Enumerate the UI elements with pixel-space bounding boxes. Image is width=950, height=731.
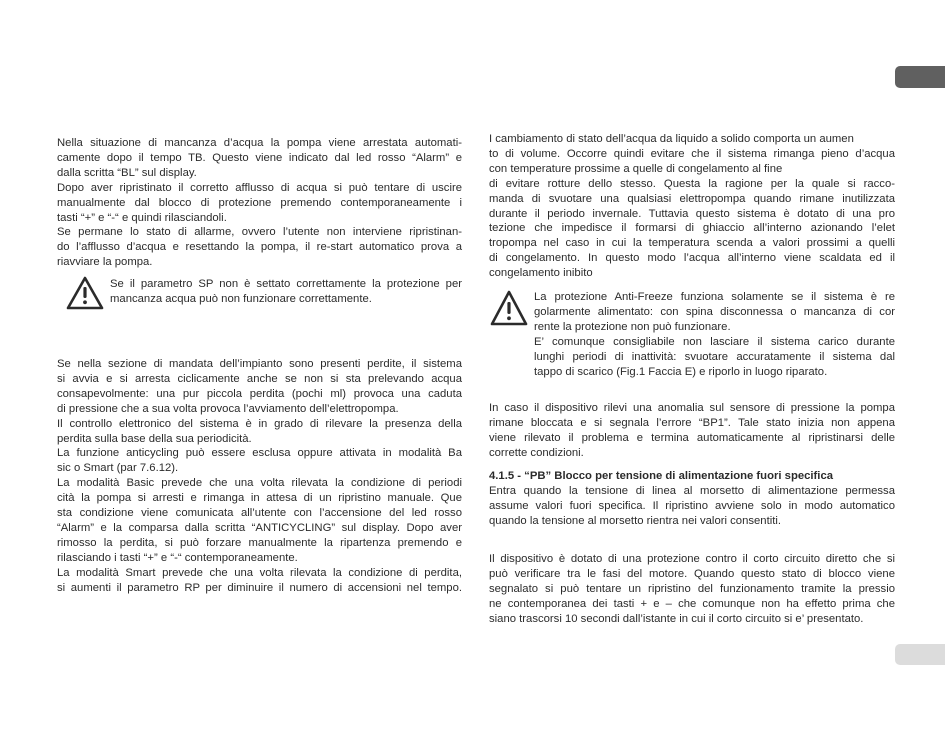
text-line: di congelamento. In questo modo l’acqua all’interno viene scaldata ed il: [489, 252, 895, 265]
text-line: Nella situazione di mancanza d’acqua la pompa viene arrestata automati-: [57, 137, 462, 149]
text-line: golarmente alimentato: con spina disconnessa o mancanza di cor: [534, 305, 895, 318]
text-line: quando la tensione al morsetto rientra nei valori consentiti.: [489, 514, 782, 527]
text-line: si avvia e si arresta ciclicamente anche se non si sta prelevando acqua: [57, 372, 462, 385]
text-line: to di volume. Occorre quindi evitare che il sistema rimanga pieno d’acqua: [489, 147, 895, 160]
text-line: La protezione Anti-Freeze funziona solamente se il sistema è re: [534, 291, 895, 303]
text-line: I cambiamento di stato dell’acqua da liquido a solido comporta un aumen: [489, 133, 854, 145]
text-line: viene rilevato il problema e termina automaticamente al ripristinarsi delle: [489, 431, 895, 444]
text-line: Dopo aver ripristinato il corretto afflusso di acqua si può tentare di uscire: [57, 181, 462, 194]
text-line: rilasciando i tasti “+” e “-“ contemporaneamente.: [57, 551, 298, 564]
text-line: perdita sulla base della sua periodicità.: [57, 432, 252, 445]
text-line: con temperature prossime a quelle di congelamento al fine: [489, 162, 783, 175]
text-line: Se permane lo stato di allarme, ovvero l’utente non interviene ripristinan-: [57, 226, 462, 239]
text-line: Il dispositivo è dotato di una protezione contro il corto circuito diretto che si: [489, 553, 895, 565]
text-line: “Alarm” e la comparsa dalla scritta “ANTICYCLING” sul display. Dopo aver: [57, 521, 462, 534]
text-line: sic o Smart (par 7.6.12).: [57, 462, 179, 475]
text-line: tappo di scarico (Fig.1 Faccia E) e riporlo in luogo riparato.: [534, 365, 828, 378]
text-line: Se il parametro SP non è settato correttamente la protezione per: [110, 278, 462, 290]
right-block-pb: [489, 469, 895, 529]
text-line: di pressione che a sua volta provoca l’avviamento dell’elettropompa.: [57, 402, 399, 415]
left-block-water-shortage: [57, 136, 462, 270]
text-line: siano trascorsi 10 secondi dall’istante in cui il corto circuito si e’ presentato.: [489, 612, 864, 625]
text-line: tropompa nel caso in cui la temperatura scenda a valori prossimi a quelli: [489, 237, 895, 250]
warning-triangle-icon: [490, 290, 528, 326]
section-heading: 4.1.5 - “PB” Blocco per tensione di alimentazione fuori specifica: [489, 470, 834, 482]
text-line: do l’afflusso d’acqua e resettando la pompa, il re-start automatico prova a: [57, 241, 462, 254]
text-line: manda di svuotare una qualsiasi elettropompa quando rimane inutilizzata: [489, 192, 895, 205]
text-line: rente la protezione non può funzionare.: [534, 320, 731, 333]
text-line: sta condizione viene comunicata all’utente con l’accensione del led rosso: [57, 507, 462, 520]
text-line: La modalità Smart prevede che una volta rilevata la condizione di perdita,: [57, 566, 462, 579]
text-line: E’ comunque consigliabile non lasciare il sistema carico durante: [534, 335, 895, 348]
text-line: segnalato si può tentare un ripristino del funzionamento tramite la pressio: [489, 582, 895, 595]
right-block-anti-freeze: [489, 132, 895, 281]
page-tab-bottom: [895, 644, 945, 665]
text-line: Il controllo elettronico del sistema è in grado di rilevare la presenza della: [57, 417, 462, 430]
page-tab-top: [895, 66, 945, 88]
text-line: mancanza acqua può non funzionare correttamente.: [110, 292, 372, 305]
left-block-anticycling: [57, 357, 462, 596]
text-line: manualmente dal blocco di protezione premendo contemporaneamente i: [57, 196, 462, 209]
text-line: cità la pompa si arresti e rimanga in attesa di un ripristino manuale. Que: [57, 492, 462, 505]
text-line: si aumenti il parametro RP per diminuire il numero di accensioni nel tempo.: [57, 581, 462, 594]
text-line: ne contemporanea dei tasti + e – che comunque non ha effetto prima che: [489, 597, 895, 610]
text-line: La modalità Basic prevede che una volta rilevata la condizione di periodi: [57, 477, 462, 490]
text-line: riavviare la pompa.: [57, 256, 153, 269]
text-line: tezione che impedisce il formarsi di ghiaccio all’interno azionando l’elet: [489, 222, 895, 235]
text-line: corrette condizioni.: [489, 446, 584, 459]
text-line: tasti “+” e “-“ e quindi rilasciandoli.: [57, 211, 227, 224]
text-line: consapevolmente: una pur piccola perdita (pochi ml) provoca una caduta: [57, 387, 462, 400]
text-line: Entra quando la tensione di linea al morsetto di alimentazione permessa: [489, 484, 895, 497]
text-line: dalla scritta “BL” sul display.: [57, 166, 197, 179]
text-line: rimosso la perdita, si può forzare manualmente la ripartenza premendo e: [57, 536, 462, 549]
text-line: rimane bloccata e si segnala l’errore “BP1”. Tale stato inizia non appena: [489, 416, 895, 429]
text-line: può verificare tra le fasi del motore. Quando questo stato di blocco viene: [489, 567, 895, 580]
right-block-pressure-sensor: [489, 401, 895, 461]
text-line: lunghi periodi di inattività: svuotare accuratamente il sistema dal: [534, 350, 895, 363]
warning-triangle-icon: [66, 276, 104, 310]
text-line: congelamento inibito: [489, 267, 593, 280]
text-line: durante il periodo invernale. Tuttavia questo sistema è dotato di una pro: [489, 207, 895, 220]
text-line: In caso il dispositivo rilevi una anomalia sul sensore di pressione la pompa: [489, 402, 895, 414]
right-block-short-circuit: [489, 552, 895, 627]
text-line: di evitare rotture dello stesso. Questa la ragione per la quale si racco-: [489, 177, 895, 190]
text-line: Se nella sezione di mandata dell’impianto sono presenti perdite, il sistema: [57, 358, 462, 370]
text-line: camente dopo il tempo TB. Questo viene indicato dal led rosso “Alarm” e: [57, 151, 462, 164]
text-line: La funzione anticycling può essere esclusa oppure attivata in modalità Ba: [57, 447, 462, 460]
text-line: assume valori fuori specifica. Il ripristino avviene solo in modo automatico: [489, 499, 895, 512]
